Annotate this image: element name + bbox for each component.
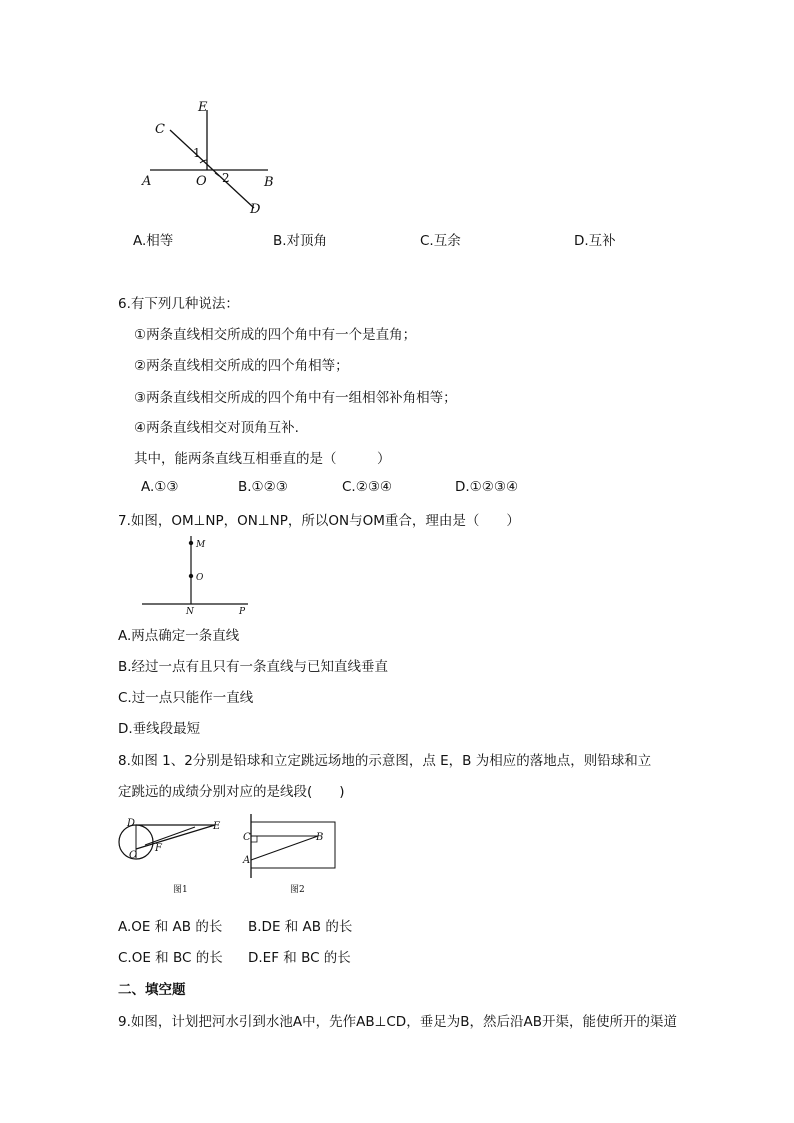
label-o: O <box>129 850 138 861</box>
q6-statement-1: ①两条直线相交所成的四个角中有一个是直角； <box>134 327 417 343</box>
q8-figure-1 <box>115 812 230 902</box>
label-e: E <box>198 100 208 115</box>
label-m: M <box>196 540 206 550</box>
label-e: E <box>213 821 221 832</box>
q8-option-d[interactable]: D.EF 和 BC 的长 <box>248 950 351 966</box>
label-angle-2: 2 <box>222 171 230 185</box>
label-o: O <box>196 174 207 189</box>
q7-option-b[interactable]: B.经过一点有且只有一条直线与已知直线垂直 <box>118 659 389 675</box>
label-c: C <box>155 122 165 137</box>
label-c: C <box>243 832 251 843</box>
label-n: N <box>186 607 194 617</box>
q6-statement-3: ③两条直线相交所成的四个角中有一组相邻补角相等； <box>134 390 457 406</box>
section-2-title: 二、填空题 <box>118 982 186 998</box>
q8-stem-line-1: 8.如图 1、2分别是铅球和立定跳远场地的示意图，点 E，B 为相应的落地点，则铅球和立 <box>118 753 652 769</box>
q8-figure-2 <box>238 812 348 902</box>
q5-option-a[interactable]: A.相等 <box>133 233 174 249</box>
q7-option-d[interactable]: D.垂线段最短 <box>118 721 201 737</box>
q7-option-c[interactable]: C.过一点只能作一直线 <box>118 690 254 706</box>
q5-figure <box>130 96 290 221</box>
q7-figure <box>138 532 258 617</box>
q5-option-c[interactable]: C.互余 <box>420 233 461 249</box>
q7-stem: 7.如图，OM⊥NP，ON⊥NP，所以ON与OM重合，理由是（ ） <box>118 513 520 529</box>
label-b: B <box>316 832 324 843</box>
q6-option-b[interactable]: B.①②③ <box>238 479 288 495</box>
q8-stem-line-2: 定跳远的成绩分别对应的是线段( ) <box>118 784 345 800</box>
q6-option-c[interactable]: C.②③④ <box>342 479 393 495</box>
label-angle-1: 1 <box>193 146 201 160</box>
label-a: A <box>142 174 152 189</box>
label-p: P <box>239 607 246 617</box>
q6-option-a[interactable]: A.①③ <box>141 479 179 495</box>
q9-stem: 9.如图，计划把河水引到水池A中，先作AB⊥CD，垂足为B，然后沿AB开渠，能使所开的渠道 <box>118 1014 677 1030</box>
q6-statement-4: ④两条直线相交对顶角互补. <box>134 420 299 436</box>
q6-option-d[interactable]: D.①②③④ <box>455 479 519 495</box>
q6-statement-2: ②两条直线相交所成的四个角相等； <box>134 358 349 374</box>
q8-option-a[interactable]: A.OE 和 AB 的长 <box>118 919 223 935</box>
label-f: F <box>155 843 162 854</box>
q5-option-b[interactable]: B.对顶角 <box>273 233 328 249</box>
figure-2-caption: 图2 <box>290 885 305 895</box>
label-d: D <box>250 202 261 217</box>
q7-option-a[interactable]: A.两点确定一条直线 <box>118 628 240 644</box>
label-a: A <box>243 855 251 866</box>
label-o: O <box>196 573 204 583</box>
q8-option-c[interactable]: C.OE 和 BC 的长 <box>118 950 223 966</box>
label-b: B <box>264 175 274 190</box>
q5-option-d[interactable]: D.互补 <box>574 233 616 249</box>
q6-question: 其中，能两条直线互相垂直的是（ ） <box>134 451 391 467</box>
q6-stem: 6.有下列几种说法： <box>118 296 239 312</box>
q8-option-b[interactable]: B.DE 和 AB 的长 <box>248 919 353 935</box>
figure-1-caption: 图1 <box>173 885 188 895</box>
label-d: D <box>127 818 136 829</box>
